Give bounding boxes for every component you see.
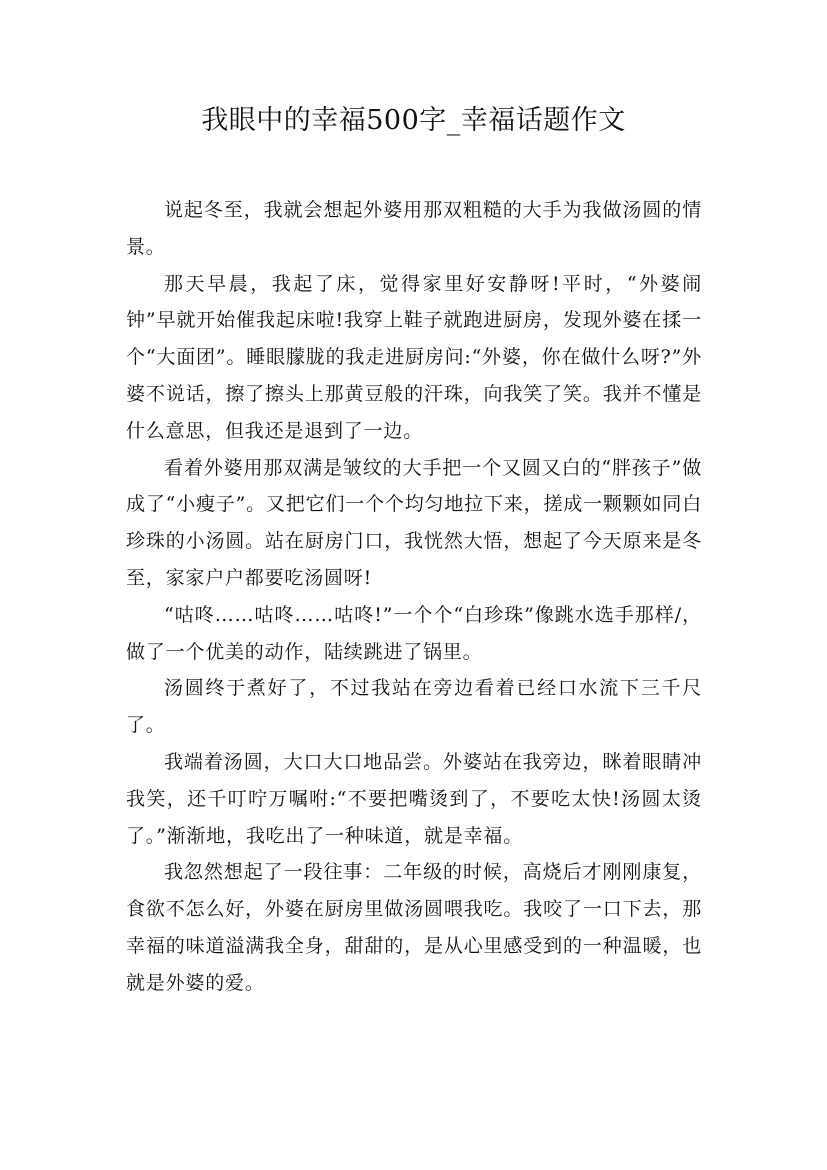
paragraph: 那天早晨，我起了床，觉得家里好安静呀!平时，“外婆闹钟”早就开始催我起床啦!我穿上鞋子就跑进厨房，发现外婆在揉一个“大面团”。睡眼朦胧的我走进厨房问:“外婆，你在做什么呀?”外婆不说话，擦了擦头上那黄豆般的汗珠，向我笑了笑。我并不懂是什么意思，但我还是退到了一边。 [126,272,702,442]
paragraph: 说起冬至，我就会想起外婆用那双粗糙的大手为我做汤圆的情景。 [126,199,702,258]
paragraph: 看着外婆用那双满是皱纹的大手把一个又圆又白的“胖孩子”做成了“小瘦子”。又把它们一个个均匀地拉下来，搓成一颗颗如同白珍珠的小汤圆。站在厨房门口，我恍然大悟，想起了今天原来是冬至，家家户户都要吃汤圆呀! [126,456,702,589]
paragraph: 我端着汤圆，大口大口地品尝。外婆站在我旁边，眯着眼睛冲我笑，还千叮咛万嘱咐:“不要把嘴烫到了，不要吃太快!汤圆太烫了。”渐渐地，我吃出了一种味道，就是幸福。 [126,750,702,847]
paragraph: 汤圆终于煮好了，不过我站在旁边看着已经口水流下三千尺了。 [126,677,702,737]
document-title: 我眼中的幸福500字_幸福话题作文 [201,105,626,136]
paragraph: “咕咚……咕咚……咕咚!”一个个“白珍珠”像跳水选手那样/，做了一个优美的动作，陆续跳进了锅里。 [126,603,702,663]
document-body [126,192,702,1002]
paragraph: 我忽然想起了一段往事：二年级的时候，高烧后才刚刚康复，食欲不怎么好，外婆在厨房里做汤圆喂我吃。我咬了一口下去，那幸福的味道溢满我全身，甜甜的，是从心里感受到的一种温暖，也就是外婆的爱。 [126,861,702,994]
